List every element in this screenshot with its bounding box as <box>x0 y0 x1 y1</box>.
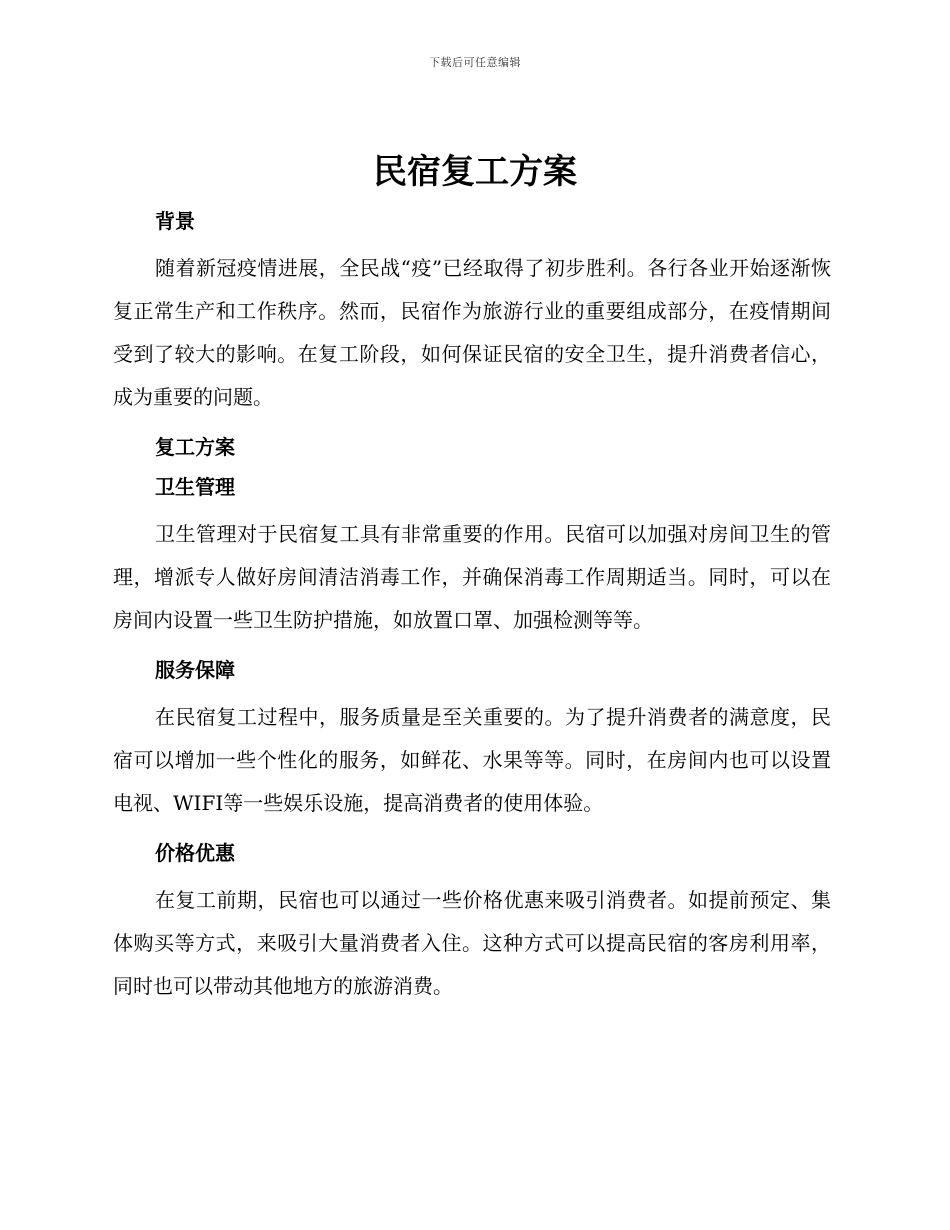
section-heading-service: 服务保障 <box>155 658 235 682</box>
paragraph-pricing: 在复工前期，民宿也可以通过一些价格优惠来吸引消费者。如提前预定、集体购买等方式，来吸引大量消费者入住。这种方式可以提高民宿的客房利用率，同时也可以带动其他地方的旅游消费。 <box>113 888 831 998</box>
document-body <box>113 198 831 1018</box>
section-heading-background: 背景 <box>155 209 195 233</box>
paragraph-hygiene: 卫生管理对于民宿复工具有非常重要的作用。民宿可以加强对房间卫生的管理，增派专人做好房间清洁消毒工作，并确保消毒工作周期适当。同时，可以在房间内设置一些卫生防护措施，如放置口罩、加强检测等等。 <box>113 522 831 632</box>
section-heading-hygiene: 卫生管理 <box>155 475 235 499</box>
paragraph-background: 随着新冠疫情进展，全民战“疫”已经取得了初步胜利。各行各业开始逐渐恢复正常生产和工作秩序。然而，民宿作为旅游行业的重要组成部分，在疫情期间受到了较大的影响。在复工阶段，如何保证民宿的安全卫生，提升消费者信心，成为重要的问题。 <box>113 256 831 409</box>
document-title: 民宿复工方案 <box>373 152 577 192</box>
header-note: 下载后可任意编辑 <box>429 56 521 69</box>
section-heading-plan: 复工方案 <box>155 435 235 459</box>
paragraph-service: 在民宿复工过程中，服务质量是至关重要的。为了提升消费者的满意度，民宿可以增加一些个性化的服务，如鲜花、水果等等。同时，在房间内也可以设置电视、WIFI等一些娱乐设施，提高消费者的使用体验。 <box>113 705 831 815</box>
section-heading-pricing: 价格优惠 <box>155 841 235 865</box>
